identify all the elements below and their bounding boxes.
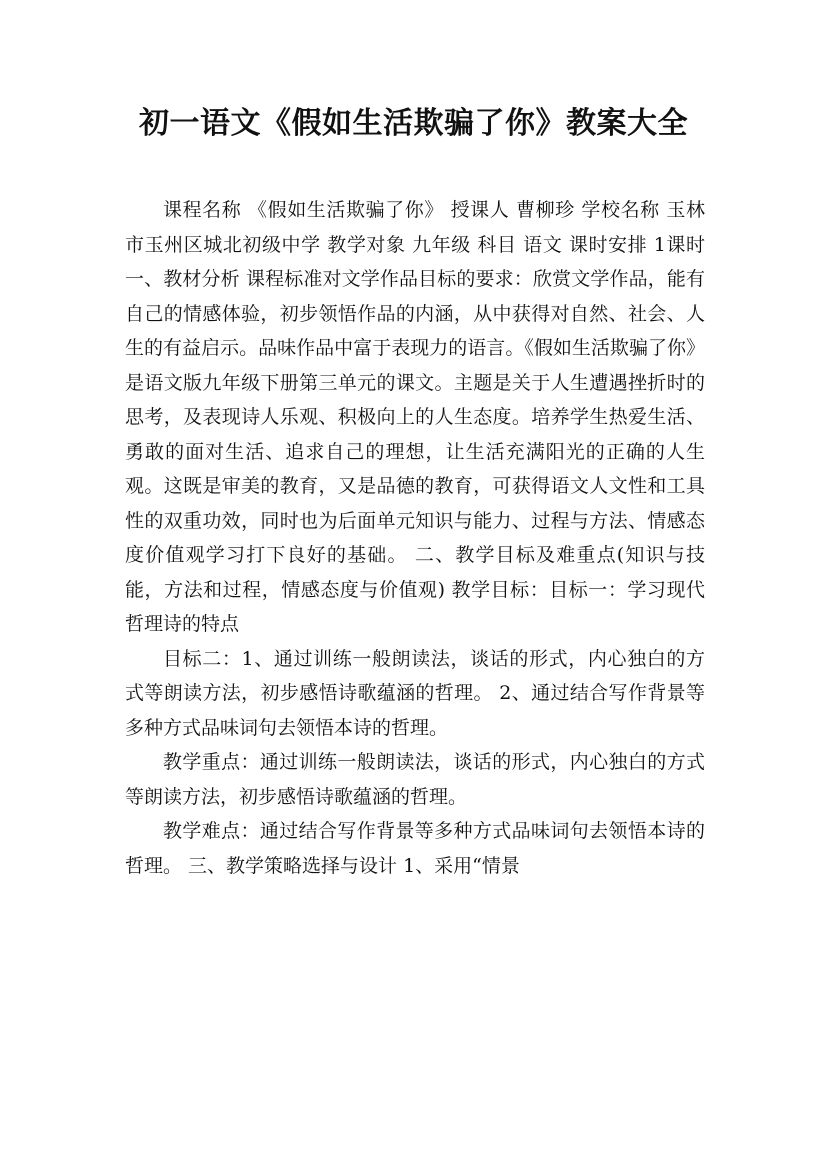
paragraph-key-point: 教学重点：通过训练一般朗读法，谈话的形式，内心独白的方式等朗读方法，初步感悟诗歌蕴涵的哲理。 (125, 751, 705, 808)
paragraph-difficulty: 教学难点：通过结合写作背景等多种方式品味词句去领悟本诗的哲理。 三、教学策略选择与设计 1、采用“情景 (125, 820, 705, 877)
document-body (125, 193, 705, 883)
paragraph-goal-two: 目标二：1、通过训练一般朗读法，谈话的形式，内心独白的方式等朗读方法，初步感悟诗歌蕴涵的哲理。 2、通过结合写作背景等多种方式品味词句去领悟本诗的哲理。 (125, 647, 705, 739)
document-title: 初一语文《假如生活欺骗了你》教案大全 (139, 106, 688, 141)
paragraph-course-info: 课程名称 《假如生活欺骗了你》 授课人 曹柳珍 学校名称 玉林市玉州区城北初级中学 教学对象 九年级 科目 语文 课时安排 1课时 一、教材分析 课程标准对文学作品目标的要求：欣赏文学作品，能有自己的情感体验，初步领悟作品的内涵，从中获得对自然、社会、人生的有益启示。品味作品中富于表现力的语言。《假如生活欺骗了你》是语文版九年级下册第三单元的课文。主题是关于人生遭遇挫折时的思考，及表现诗人乐观、积极向上的人生态度。培养学生热爱生活、勇敢的面对生活、追求自己的理想，让生活充满阳光的正确的人生观。这既是审美的教育，又是品德的教育，可获得语文人文性和工具性的双重功效，同时也为后面单元知识与能力、过程与方法、情感态度价值观学习打下良好的基础。 二、教学目标及难重点(知识与技能，方法和过程，情感态度与价值观) 教学目标：目标一：学习现代哲理诗的特点 (125, 199, 705, 635)
